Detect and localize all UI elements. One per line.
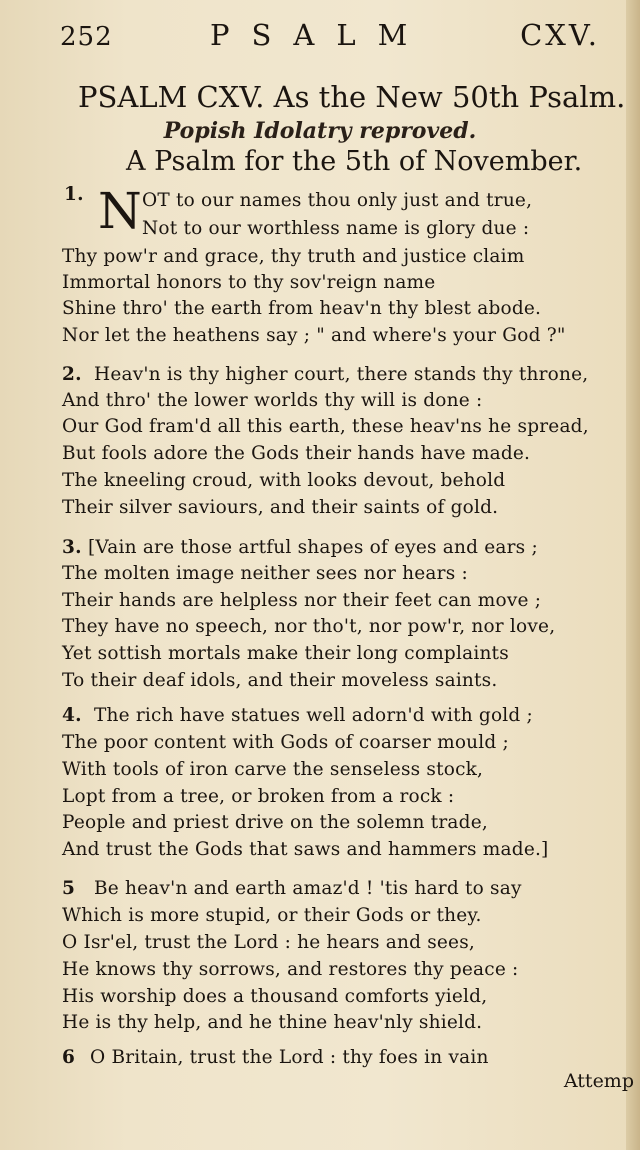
drop-capital: N bbox=[98, 182, 142, 240]
verse-line: And trust the Gods that saws and hammers made.] bbox=[62, 839, 549, 860]
verse-line: Nor let the heathens say ; " and where's your God ?" bbox=[62, 325, 566, 346]
verse-line: Yet sottish mortals make their long complaints bbox=[62, 643, 509, 664]
verse-line: To their deaf idols, and their moveless saints. bbox=[62, 670, 498, 691]
verse-line: Thy pow'r and grace, thy truth and justice claim bbox=[62, 246, 525, 267]
stanza-number: 5 bbox=[62, 878, 76, 899]
verse-line: Heav'n is thy higher court, there stands thy throne, bbox=[94, 364, 589, 385]
verse-line: The molten image neither sees nor hears : bbox=[62, 563, 468, 584]
verse-line: Immortal honors to thy sov'reign name bbox=[62, 272, 436, 293]
psalm-occasion: A Psalm for the 5th of November. bbox=[126, 146, 583, 177]
stanza-number: 6 bbox=[62, 1047, 76, 1068]
verse-line: Their silver saviours, and their saints of gold. bbox=[62, 497, 499, 518]
psalm-number-header: CXV. bbox=[520, 18, 600, 52]
verse-line: He knows thy sorrows, and restores thy peace : bbox=[62, 959, 519, 980]
verse-line: With tools of iron carve the senseless stock, bbox=[62, 759, 484, 780]
verse-line: And thro' the lower worlds thy will is done : bbox=[62, 390, 483, 411]
verse-line: O Britain, trust the Lord : thy foes in vain bbox=[90, 1047, 489, 1068]
verse-line: Our God fram'd all this earth, these heav'ns he spread, bbox=[62, 416, 589, 437]
running-title: PSALM bbox=[210, 18, 430, 52]
stanza-number: 1. bbox=[64, 184, 84, 205]
catchword: Attemp bbox=[563, 1070, 634, 1092]
verse-line: Not to our worthless name is glory due : bbox=[142, 218, 530, 239]
verse-line: Which is more stupid, or their Gods or they. bbox=[62, 905, 482, 926]
stanza-number: 3. bbox=[62, 537, 82, 558]
verse-line: The kneeling croud, with looks devout, behold bbox=[62, 470, 506, 491]
verse-line: He is thy help, and he thine heav'nly shield. bbox=[62, 1012, 483, 1033]
psalm-subtitle: Popish Idolatry reproved. bbox=[163, 118, 477, 144]
stanza-number: 2. bbox=[62, 364, 82, 385]
verse-line: But fools adore the Gods their hands have made. bbox=[62, 443, 531, 464]
running-header bbox=[60, 18, 600, 58]
stanza-number: 4. bbox=[62, 705, 82, 726]
page-edge bbox=[626, 0, 640, 1150]
verse-line: O Isr'el, trust the Lord : he hears and sees, bbox=[62, 932, 475, 953]
verse-line: The poor content with Gods of coarser mould ; bbox=[62, 732, 509, 753]
verse-line: His worship does a thousand comforts yield, bbox=[62, 986, 488, 1007]
verse-line: Their hands are helpless nor their feet can move ; bbox=[62, 590, 542, 611]
verse-line: Shine thro' the earth from heav'n thy blest abode. bbox=[62, 298, 542, 319]
verse-line: [Vain are those artful shapes of eyes and ears ; bbox=[88, 537, 538, 558]
verse-line: People and priest drive on the solemn trade, bbox=[62, 812, 488, 833]
verse-line: The rich have statues well adorn'd with gold ; bbox=[94, 705, 533, 726]
verse-line: Lopt from a tree, or broken from a rock : bbox=[62, 786, 455, 807]
verse-line: Be heav'n and earth amaz'd ! 'tis hard to say bbox=[94, 878, 522, 899]
verse-line: OT to our names thou only just and true, bbox=[142, 190, 533, 211]
psalm-title: PSALM CXV. As the New 50th Psalm. bbox=[78, 80, 626, 114]
verse-line: They have no speech, nor tho't, nor pow'r, nor love, bbox=[62, 616, 556, 637]
page-number: 252 bbox=[60, 22, 113, 52]
